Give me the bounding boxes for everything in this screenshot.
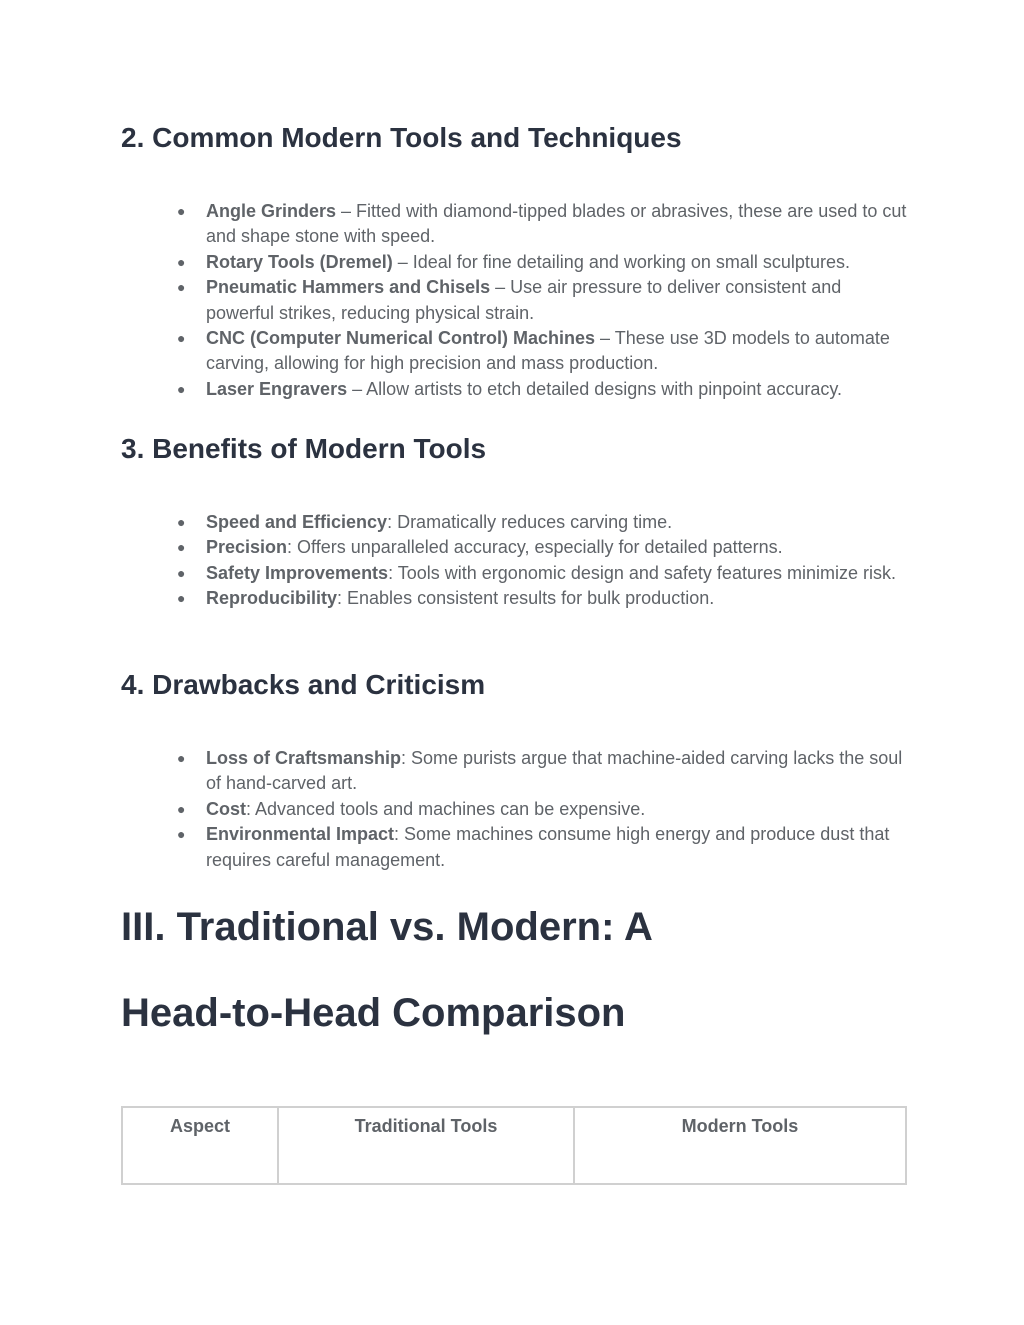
list-item: ● Pneumatic Hammers and Chisels – Use air pressure to deliver consistent and powerful strikes, reducing physical strain. [177, 277, 842, 323]
list-common-modern-tools [177, 199, 907, 402]
bullet-icon: ● [177, 539, 186, 556]
list-item: ● CNC (Computer Numerical Control) Machines – These use 3D models to automate carving, allowing for high precision and mass production. [177, 328, 890, 374]
list-item: ● Safety Improvements: Tools with ergonomic design and safety features minimize risk. [177, 561, 907, 586]
list-drawbacks [177, 746, 907, 873]
bullet-icon: ● [177, 800, 186, 817]
bullet-icon: ● [177, 380, 186, 397]
chapter-heading-line-1: III. Traditional vs. Modern: A [121, 905, 653, 949]
list-item: ● Speed and Efficiency: Dramatically reduces carving time. [177, 510, 907, 535]
list-item: ● Angle Grinders – Fitted with diamond-tipped blades or abrasives, these are used to cut and shape stone with speed. [177, 201, 907, 247]
section-heading-common-modern-tools: 2. Common Modern Tools and Techniques [121, 122, 682, 153]
list-item: ● Environmental Impact: Some machines consume high energy and produce dust that requires careful management. [177, 824, 890, 870]
list-item: ● Precision: Offers unparalleled accuracy, especially for detailed patterns. [177, 535, 907, 560]
bullet-icon: ● [177, 253, 186, 270]
bullet-icon: ● [177, 514, 186, 530]
list-item: ● Loss of Craftsmanship: Some purists argue that machine-aided carving lacks the soul of hand-carved art. [177, 748, 903, 794]
bullet-icon: ● [177, 564, 186, 581]
list-benefits [177, 510, 907, 612]
table-header-modern-tools: Modern Tools [574, 1107, 906, 1184]
list-item: ● Reproducibility: Enables consistent results for bulk production. [177, 586, 907, 611]
bullet-icon: ● [177, 279, 186, 296]
chapter-heading-line-2: Head-to-Head Comparison [121, 991, 626, 1035]
bullet-icon: ● [177, 590, 186, 607]
list-item: ● Cost: Advanced tools and machines can be expensive. [177, 797, 907, 822]
table-header-traditional-tools: Traditional Tools [278, 1107, 574, 1184]
list-item: ● Rotary Tools (Dremel) – Ideal for fine detailing and working on small sculptures. [177, 250, 907, 275]
bullet-icon: ● [177, 826, 186, 843]
table-header-aspect: Aspect [122, 1107, 278, 1184]
table-header-row [122, 1107, 906, 1184]
bullet-icon: ● [177, 750, 186, 766]
list-item: ● Laser Engravers – Allow artists to etch detailed designs with pinpoint accuracy. [177, 377, 907, 402]
comparison-table [121, 1106, 907, 1185]
bullet-icon: ● [177, 203, 186, 219]
section-heading-benefits: 3. Benefits of Modern Tools [121, 433, 487, 464]
bullet-icon: ● [177, 330, 186, 347]
section-heading-drawbacks: 4. Drawbacks and Criticism [121, 669, 486, 700]
